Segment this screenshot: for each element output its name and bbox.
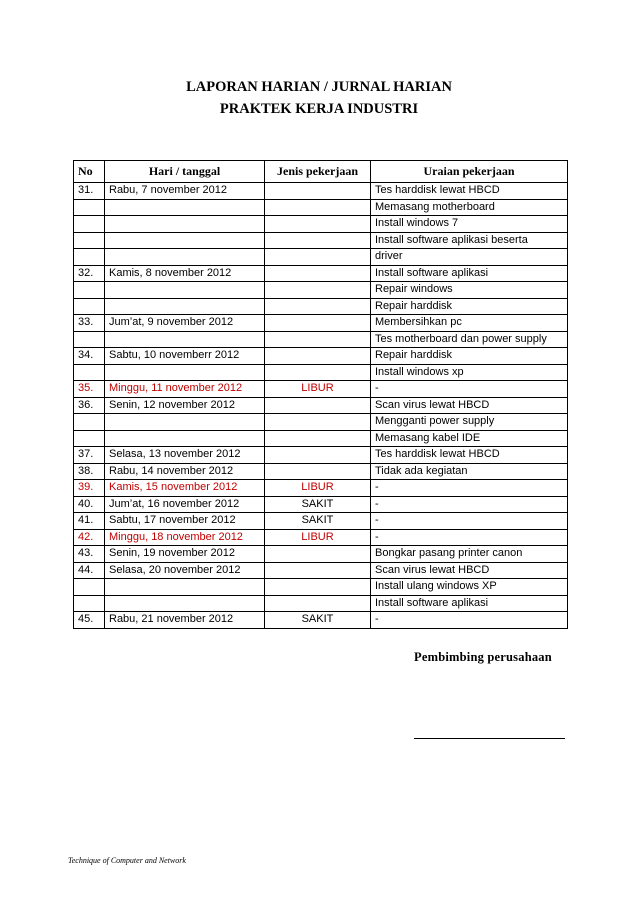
cell-jenis: [265, 579, 371, 596]
cell-no: [74, 579, 105, 596]
cell-jenis: [265, 232, 371, 249]
cell-hari: [105, 282, 265, 299]
cell-hari: [105, 216, 265, 233]
cell-uraian: Install windows xp: [371, 364, 568, 381]
cell-no: 33.: [74, 315, 105, 332]
cell-hari: Jum’at, 16 november 2012: [105, 496, 265, 513]
table-row: [74, 546, 568, 563]
cell-no: [74, 414, 105, 431]
table-row: [74, 480, 568, 497]
cell-uraian: Memasang motherboard: [371, 199, 568, 216]
cell-uraian: Repair windows: [371, 282, 568, 299]
cell-hari: Sabtu, 17 november 2012: [105, 513, 265, 530]
cell-jenis: [265, 282, 371, 299]
cell-jenis: SAKIT: [265, 513, 371, 530]
cell-hari: Jum’at, 9 november 2012: [105, 315, 265, 332]
table-row: [74, 447, 568, 464]
cell-hari: [105, 595, 265, 612]
cell-hari: [105, 249, 265, 266]
table-row: [74, 348, 568, 365]
cell-uraian: Install windows 7: [371, 216, 568, 233]
cell-uraian: driver: [371, 249, 568, 266]
table-row: [74, 414, 568, 431]
cell-uraian: Membersihkan pc: [371, 315, 568, 332]
cell-jenis: LIBUR: [265, 480, 371, 497]
cell-hari: Senin, 12 november 2012: [105, 397, 265, 414]
cell-uraian: -: [371, 496, 568, 513]
cell-hari: [105, 298, 265, 315]
cell-jenis: [265, 364, 371, 381]
cell-no: [74, 298, 105, 315]
table-row: [74, 397, 568, 414]
cell-jenis: [265, 249, 371, 266]
table-row: [74, 364, 568, 381]
cell-hari: Rabu, 7 november 2012: [105, 183, 265, 200]
cell-jenis: [265, 199, 371, 216]
cell-uraian: Bongkar pasang printer canon: [371, 546, 568, 563]
cell-no: [74, 216, 105, 233]
cell-uraian: -: [371, 529, 568, 546]
cell-uraian: Tes motherboard dan power supply: [371, 331, 568, 348]
cell-hari: Selasa, 20 november 2012: [105, 562, 265, 579]
cell-hari: [105, 579, 265, 596]
cell-uraian: Memasang kabel IDE: [371, 430, 568, 447]
table-row: [74, 595, 568, 612]
cell-hari: [105, 199, 265, 216]
signature-line: [414, 738, 565, 739]
cell-uraian: Tes harddisk lewat HBCD: [371, 183, 568, 200]
cell-no: [74, 595, 105, 612]
cell-jenis: [265, 463, 371, 480]
cell-no: [74, 331, 105, 348]
table-row: [74, 315, 568, 332]
table-row: [74, 232, 568, 249]
cell-jenis: LIBUR: [265, 381, 371, 398]
cell-uraian: Repair harddisk: [371, 348, 568, 365]
cell-uraian: Scan virus lewat HBCD: [371, 397, 568, 414]
cell-no: 44.: [74, 562, 105, 579]
cell-uraian: Mengganti power supply: [371, 414, 568, 431]
cell-no: [74, 430, 105, 447]
cell-hari: Selasa, 13 november 2012: [105, 447, 265, 464]
table-row: [74, 216, 568, 233]
column-header-uraian: Uraian pekerjaan: [371, 161, 568, 183]
cell-jenis: SAKIT: [265, 496, 371, 513]
cell-hari: Kamis, 8 november 2012: [105, 265, 265, 282]
page-footer: Technique of Computer and Network: [68, 856, 186, 865]
table-row: [74, 265, 568, 282]
cell-jenis: LIBUR: [265, 529, 371, 546]
cell-no: 37.: [74, 447, 105, 464]
cell-jenis: [265, 216, 371, 233]
cell-no: 45.: [74, 612, 105, 629]
cell-hari: Rabu, 21 november 2012: [105, 612, 265, 629]
table-row: [74, 199, 568, 216]
cell-no: 36.: [74, 397, 105, 414]
cell-no: 31.: [74, 183, 105, 200]
cell-jenis: [265, 315, 371, 332]
cell-uraian: Install ulang windows XP: [371, 579, 568, 596]
cell-no: [74, 199, 105, 216]
cell-jenis: [265, 183, 371, 200]
cell-hari: [105, 414, 265, 431]
column-header-jenis: Jenis pekerjaan: [265, 161, 371, 183]
cell-hari: Rabu, 14 november 2012: [105, 463, 265, 480]
cell-jenis: [265, 331, 371, 348]
journal-table: [73, 160, 568, 629]
cell-uraian: Scan virus lewat HBCD: [371, 562, 568, 579]
cell-no: 35.: [74, 381, 105, 398]
column-header-hari: Hari / tanggal: [105, 161, 265, 183]
cell-no: 34.: [74, 348, 105, 365]
table-header-row: [74, 161, 568, 183]
cell-uraian: Repair harddisk: [371, 298, 568, 315]
table-row: [74, 562, 568, 579]
cell-uraian: Tidak ada kegiatan: [371, 463, 568, 480]
table-row: [74, 579, 568, 596]
cell-jenis: [265, 397, 371, 414]
cell-uraian: Install software aplikasi: [371, 595, 568, 612]
column-header-no: No: [74, 161, 105, 183]
cell-uraian: -: [371, 612, 568, 629]
cell-jenis: [265, 298, 371, 315]
cell-no: 39.: [74, 480, 105, 497]
cell-uraian: -: [371, 381, 568, 398]
cell-no: 42.: [74, 529, 105, 546]
cell-no: 43.: [74, 546, 105, 563]
cell-hari: [105, 331, 265, 348]
cell-hari: Senin, 19 november 2012: [105, 546, 265, 563]
cell-hari: [105, 364, 265, 381]
table-row: [74, 430, 568, 447]
cell-hari: Minggu, 18 november 2012: [105, 529, 265, 546]
table-body: [74, 183, 568, 629]
table-row: [74, 331, 568, 348]
cell-jenis: [265, 546, 371, 563]
cell-uraian: Install software aplikasi beserta: [371, 232, 568, 249]
cell-hari: [105, 430, 265, 447]
table-row: [74, 513, 568, 530]
table-row: [74, 463, 568, 480]
cell-no: 38.: [74, 463, 105, 480]
table-row: [74, 183, 568, 200]
cell-no: 41.: [74, 513, 105, 530]
cell-no: 40.: [74, 496, 105, 513]
table-row: [74, 249, 568, 266]
table-row: [74, 612, 568, 629]
cell-jenis: [265, 430, 371, 447]
table-row: [74, 381, 568, 398]
cell-no: [74, 364, 105, 381]
cell-jenis: [265, 447, 371, 464]
cell-no: [74, 282, 105, 299]
cell-uraian: Tes harddisk lewat HBCD: [371, 447, 568, 464]
report-subtitle: PRAKTEK KERJA INDUSTRI: [219, 101, 419, 117]
cell-hari: Sabtu, 10 novemberr 2012: [105, 348, 265, 365]
cell-no: [74, 232, 105, 249]
cell-jenis: [265, 348, 371, 365]
table-row: [74, 282, 568, 299]
cell-jenis: [265, 595, 371, 612]
cell-hari: Minggu, 11 november 2012: [105, 381, 265, 398]
cell-jenis: [265, 265, 371, 282]
cell-no: [74, 249, 105, 266]
cell-jenis: [265, 562, 371, 579]
cell-jenis: SAKIT: [265, 612, 371, 629]
table-row: [74, 298, 568, 315]
cell-hari: [105, 232, 265, 249]
signature-label: Pembimbing perusahaan: [414, 650, 552, 664]
table-row: [74, 529, 568, 546]
cell-uraian: Install software aplikasi: [371, 265, 568, 282]
cell-no: 32.: [74, 265, 105, 282]
report-title: LAPORAN HARIAN / JURNAL HARIAN: [186, 79, 452, 95]
cell-uraian: -: [371, 513, 568, 530]
table-row: [74, 496, 568, 513]
cell-hari: Kamis, 15 november 2012: [105, 480, 265, 497]
cell-jenis: [265, 414, 371, 431]
cell-uraian: -: [371, 480, 568, 497]
